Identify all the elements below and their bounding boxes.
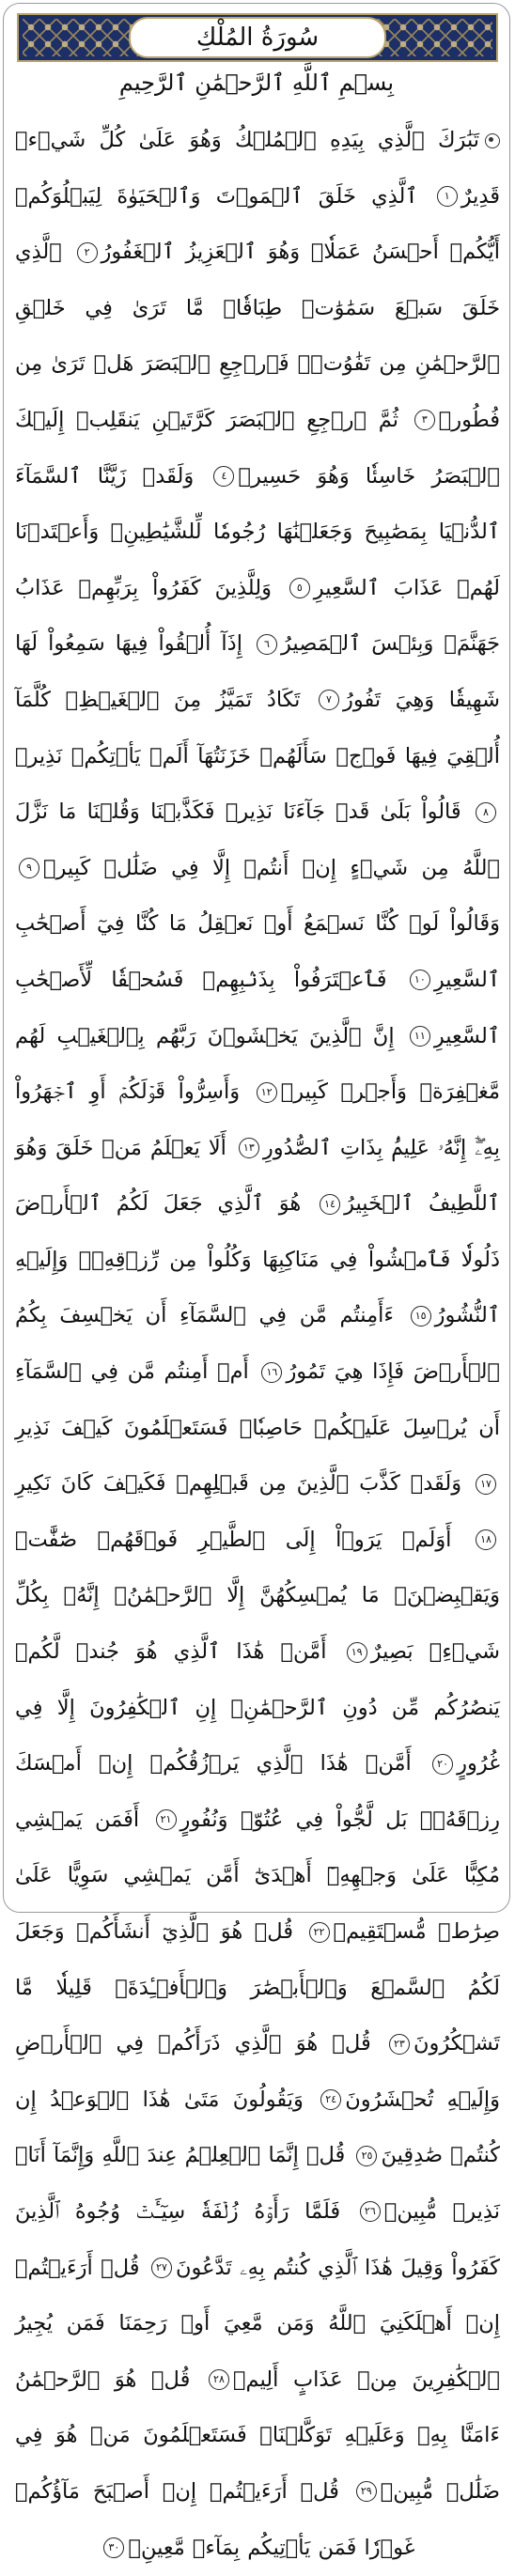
- ayah-text: ءَأَمِنتُم مَّن فِي ٱلسَّمَآءِ أَن يَخۡسِفَ بِكُمُ ٱلۡأَرۡضَ فَإِذَا هِيَ تَمُورُ: [15, 1303, 500, 1385]
- ayah-text: إِذَآ أُلۡقُواْ فِيهَا سَمِعُواْ لَهَا شَهِيقٗا وَهِيَ تَفُورُ: [15, 631, 500, 712]
- ayah-text: وَيَقُولُونَ مَتَىٰ هَٰذَا ٱلۡوَعۡدُ إِن كُنتُمۡ صَٰدِقِينَ: [15, 2087, 501, 2168]
- ayah-number-marker: ٢٠: [432, 1754, 453, 1775]
- ayah-text: ثُمَّ ٱرۡجِعِ ٱلۡبَصَرَ كَرَّتَيۡنِ يَنقَلِبۡ إِلَيۡكَ ٱلۡبَصَرُ خَاسِئٗا وَهُوَ حَسِيرٞ: [15, 407, 500, 489]
- ayah-text: قُلۡ أَرَءَيۡتُمۡ إِنۡ أَهۡلَكَنِيَ ٱللَّهُ وَمَن مَّعِيَ أَوۡ رَحِمَنَا فَمَن يُجِيرُ ٱلۡكَٰفِرِينَ مِنۡ عَذَابٍ أَلِيمٖ: [15, 2255, 501, 2392]
- ayah-text: وَلِلَّذِينَ كَفَرُواْ بِرَبِّهِمۡ عَذَابُ جَهَنَّمَۖ وَبِئۡسَ ٱلۡمَصِيرُ: [15, 575, 500, 657]
- ayah-number-marker: ٢٩: [356, 2481, 377, 2502]
- ayah-number-marker: ٨: [476, 802, 496, 823]
- ayah-text: أَمۡ أَمِنتُم مَّن فِي ٱلسَّمَآءِ أَن يُرۡسِلَ عَلَيۡكُمۡ حَاصِبٗاۖ فَسَتَعۡلَمُونَ كَيۡفَ نَذِيرِ: [15, 1359, 500, 1440]
- ayah-number-marker: ٥: [289, 578, 310, 598]
- ayah-number-marker: ٢٥: [356, 2146, 377, 2166]
- ayah-text: فَلَمَّا رَأَوۡهُ زُلۡفَةٗ سِيٓـَٔتۡ وُجُوهُ ٱلَّذِينَ كَفَرُواْ وَقِيلَ هَٰذَا ٱلَّذِي كُنتُم بِهِۦ تَدَّعُونَ: [15, 2198, 500, 2280]
- ayah-number-marker: ٢٨: [209, 2369, 229, 2390]
- ayah-text: وَلَقَدۡ زَيَّنَّا ٱلسَّمَآءَ ٱلدُّنۡيَا بِمَصَٰبِيحَ وَجَعَلۡنَٰهَا رُجُومٗا لِّلشَّيَٰطِينِۖ وَأَعۡتَدۡنَا لَهُمۡ عَذَابَ ٱلسَّعِيرِ: [15, 463, 501, 600]
- ayah-number-marker: ٣٠: [103, 2537, 124, 2558]
- ayah-number-marker: ٢٦: [360, 2201, 381, 2222]
- ayah-text: قُلۡ أَرَءَيۡتُمۡ إِنۡ أَصۡبَحَ مَآؤُكُمۡ غَوۡرٗا فَمَن يَأۡتِيكُم بِمَآءٖ مَّعِينِۭ: [15, 2478, 415, 2560]
- ayah-text: قُلۡ هُوَ ٱلَّذِيٓ أَنشَأَكُمۡ وَجَعَلَ لَكُمُ ٱلسَّمۡعَ وَٱلۡأَبۡصَٰرَ وَٱلۡأَفۡـِٔدَةَۖ قَلِيلٗا مَّا تَشۡكُرُونَ: [15, 1919, 501, 2056]
- ayah-number-marker: ١٣: [239, 1138, 259, 1158]
- ayah-text: وَلَقَدۡ كَذَّبَ ٱلَّذِينَ مِن قَبۡلِهِمۡ فَكَيۡفَ كَانَ نَكِيرِ: [15, 1471, 462, 1497]
- ayah-number-marker: ١: [437, 186, 458, 207]
- ayah-text: ٱلَّذِي خَلَقَ ٱلۡمَوۡتَ وَٱلۡحَيَوٰةَ لِيَبۡلُوَكُمۡ أَيُّكُمۡ أَحۡسَنُ عَمَلٗاۚ وَهُوَ ٱلۡعَزِيزُ ٱلۡغَفُورُ: [15, 183, 500, 265]
- ayah-number-marker: ٦: [257, 634, 277, 655]
- ayah-text: تَكَادُ تَمَيَّزُ مِنَ ٱلۡغَيۡظِۖ كُلَّمَآ أُلۡقِيَ فِيهَا فَوۡجٞ سَأَلَهُمۡ خَزَنَتُهَآ أَلَمۡ يَأۡتِكُمۡ نَذِيرٞ: [15, 687, 500, 768]
- ayah-number-marker: ٢٢: [309, 1922, 330, 1943]
- ayah-text: وَأَسِرُّواْ قَوۡلَكُمۡ أَوِ ٱجۡهَرُواْ بِهِۦٓۖ إِنَّهُۥ عَلِيمُۢ بِذَاتِ ٱلصُّدُورِ: [15, 1079, 500, 1160]
- ayah-text: قُلۡ هُوَ ٱلرَّحۡمَٰنُ ءَامَنَّا بِهِۦ وَعَلَيۡهِ تَوَكَّلۡنَاۖ فَسَتَعۡلَمُونَ مَنۡ هُوَ فِي ضَلَٰلٖ مُّبِينٖ: [15, 2367, 501, 2504]
- ayah-number-marker: ٧: [319, 690, 339, 710]
- ayah-number-marker: ١٠: [410, 970, 430, 990]
- ayah-number-marker: ١١: [410, 1026, 430, 1047]
- ayah-number-marker: ٢١: [156, 1809, 177, 1830]
- ayah-number-marker: ٩: [19, 858, 39, 878]
- ayah-number-marker: ٣: [414, 410, 435, 430]
- mushaf-page: [3, 3, 510, 2560]
- rub-el-hizb-icon: [485, 133, 500, 148]
- ayah-number-marker: ٢٧: [151, 2258, 172, 2278]
- ayah-number-marker: ١٢: [257, 1082, 277, 1103]
- ayah-number-marker: ٢٤: [320, 2089, 341, 2110]
- ayah-text: إِنَّ ٱلَّذِينَ يَخۡشَوۡنَ رَبَّهُم بِٱلۡغَيۡبِ لَهُم مَّغۡفِرَةٞ وَأَجۡرٞ كَبِيرٞ: [15, 1023, 501, 1105]
- ayah-text: هُوَ ٱلَّذِي جَعَلَ لَكُمُ ٱلۡأَرۡضَ ذَلُولٗا فَٱمۡشُواْ فِي مَنَاكِبِهَا وَكُلُواْ مِن رِّزۡقِهِۦۖ وَإِلَيۡهِ ٱلنُّشُورُ: [15, 1191, 501, 1328]
- ayah-text: أَمَّنۡ هَٰذَا ٱلَّذِي هُوَ جُندٞ لَّكُمۡ يَنصُرُكُم مِّن دُونِ ٱلرَّحۡمَٰنِۚ إِنِ ٱلۡكَٰفِرُونَ إِلَّا فِي غُرُورٍ: [15, 1639, 501, 1777]
- ayah-number-marker: ٢٣: [389, 2034, 410, 2055]
- ayah-text: أَلَا يَعۡلَمُ مَنۡ خَلَقَ وَهُوَ ٱللَّطِيفُ ٱلۡخَبِيرُ: [15, 1135, 500, 1217]
- ayah-number-marker: ١٧: [476, 1474, 496, 1495]
- ayah-text: أَمَّنۡ هَٰذَا ٱلَّذِي يَرۡزُقُكُمۡ إِنۡ أَمۡسَكَ رِزۡقَهُۥۚ بَل لَّجُّواْ فِي عُتُوّٖ وَنُفُورٍ: [15, 1751, 500, 1832]
- ayah-text: ٱلَّذِي خَلَقَ سَبۡعَ سَمَٰوَٰتٖ طِبَاقٗاۖ مَّا تَرَىٰ فِي خَلۡقِ ٱلرَّحۡمَٰنِ مِن تَفَٰوُتٖۖ فَٱرۡجِعِ ٱلۡبَصَرَ هَلۡ تَرَىٰ مِن فُطُورٖ: [15, 240, 500, 432]
- ayah-number-marker: ١٥: [411, 1306, 431, 1327]
- surah-header-banner: [17, 13, 498, 62]
- basmala: بِسۡمِ ٱللَّهِ ٱلرَّحۡمَٰنِ ٱلرَّحِيمِ: [118, 70, 395, 96]
- ayah-number-marker: ١٤: [320, 1194, 340, 1215]
- ayah-number-marker: ١٨: [476, 1529, 496, 1550]
- ayah-text: تَبَٰرَكَ ٱلَّذِي بِيَدِهِ ٱلۡمُلۡكُ وَهُوَ عَلَىٰ كُلِّ شَيۡءٖ قَدِيرٌ: [15, 128, 500, 209]
- surah-title: سُورَةُ المُلْكِ: [129, 17, 386, 58]
- ayah-number-marker: ٢: [77, 242, 98, 263]
- ayah-text: أَفَمَن يَمۡشِي مُكِبًّا عَلَىٰ وَجۡهِهِۦٓ أَهۡدَىٰٓ أَمَّن يَمۡشِي سَوِيًّا عَلَىٰ صِرَٰطٖ مُّسۡتَقِيمٖ: [15, 1807, 500, 1944]
- ayah-text: قَالُواْ بَلَىٰ قَدۡ جَآءَنَا نَذِيرٞ فَكَذَّبۡنَا وَقُلۡنَا مَا نَزَّلَ ٱللَّهُ مِن شَيۡءٍ إِنۡ أَنتُمۡ إِلَّا فِي ضَلَٰلٖ كَبِيرٖ: [15, 799, 500, 880]
- ayah-number-marker: ١٩: [347, 1642, 367, 1663]
- ayah-text: أَوَلَمۡ يَرَوۡاْ إِلَى ٱلطَّيۡرِ فَوۡقَهُمۡ صَٰٓفَّٰتٖ وَيَقۡبِضۡنَۚ مَا يُمۡسِكُهُنَّ إِلَّا ٱلرَّحۡمَٰنُۚ إِنَّهُۥ بِكُلِّ شَيۡءِۭ بَصِيرٌ: [15, 1527, 501, 1665]
- ayah-text: قُلۡ هُوَ ٱلَّذِي ذَرَأَكُمۡ فِي ٱلۡأَرۡضِ وَإِلَيۡهِ تُحۡشَرُونَ: [15, 2031, 500, 2112]
- ayah-number-marker: ١٦: [261, 1362, 282, 1383]
- verses-text: [15, 113, 500, 2576]
- ayah-text: قُلۡ إِنَّمَا ٱلۡعِلۡمُ عِندَ ٱللَّهِ وَإِنَّمَآ أَنَا۠ نَذِيرٞ مُّبِينٞ: [15, 2143, 500, 2224]
- ayah-number-marker: ٤: [213, 466, 234, 487]
- ayah-text: فَٱعۡتَرَفُواْ بِذَنۢبِهِمۡ فَسُحۡقٗا لِّأَصۡحَٰبِ ٱلسَّعِيرِ: [15, 967, 501, 1048]
- ayah-text: وَقَالُواْ لَوۡ كُنَّا نَسۡمَعُ أَوۡ نَعۡقِلُ مَا كُنَّا فِيٓ أَصۡحَٰبِ ٱلسَّعِيرِ: [15, 911, 501, 992]
